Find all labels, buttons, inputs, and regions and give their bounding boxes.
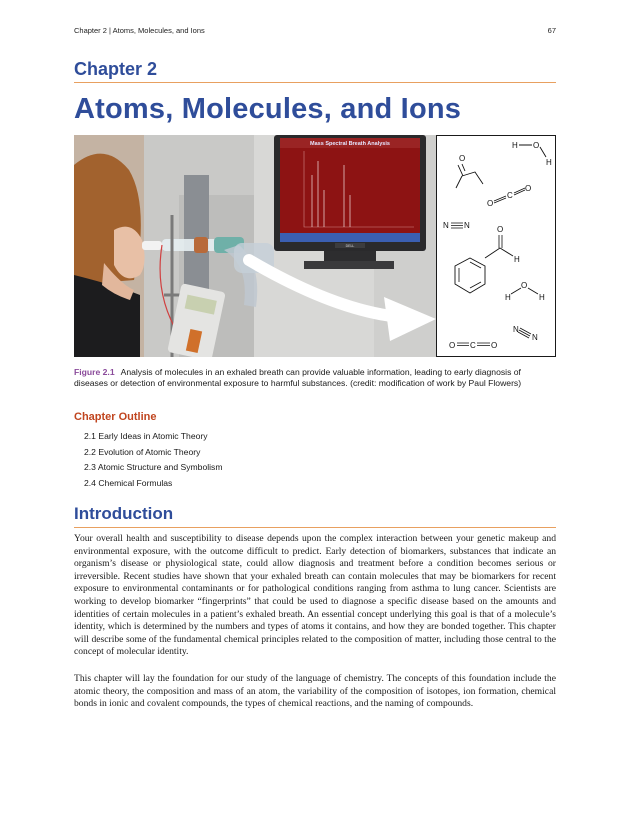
monitor-title: Mass Spectral Breath Analysis <box>310 141 390 147</box>
water-top-h2: H <box>546 158 552 167</box>
page-number: 67 <box>547 26 556 35</box>
outline-item-2-3[interactable]: 2.3 Atomic Structure and Symbolism <box>84 462 223 473</box>
running-head-title: Chapter 2 | Atoms, Molecules, and Ions <box>74 26 205 35</box>
co2-top-o2: O <box>525 184 532 193</box>
introduction-paragraph-1: Your overall health and susceptibility to disease depends upon the complex interaction between your genetic makeup and environmental exposure, with the outcome difficult to predict. Early detection of biomarkers, substances that indicate an organism’s disease or physiological state, could allow diagnosis and treatment before a condition becomes serious or irreversible. Recent studies have shown that your exhaled breath can contain molecules that may be biomarkers for recent exposure to environmental contaminants or for pathological conditions ranging from asthma to lung cancer. Scientists are working to develop biomarker “fingerprints” that could be used to diagnose a specific disease based on the amounts and identities of certain molecules in a patient’s exhaled breath. An essential concept underlying this goal is that of a molecule’s identity, which is determined by the numbers and types of atoms it contains, and how they are bonded together. This chapter will describe some of the fundamental chemical principles related to the composition of matter, including those central to the concept of molecular identity. <box>74 533 556 658</box>
co2-bottom-o1: O <box>449 341 456 350</box>
water-mid-h1: H <box>505 293 511 302</box>
figure-photo <box>74 135 437 357</box>
introduction-heading: Introduction <box>74 504 174 523</box>
introduction-paragraph-2: This chapter will lay the foundation for our study of the language of chemistry. The concepts of this foundation include the atomic theory, the composition and mass of an atom, the variability of the composition of isotopes, ion formation, chemical bonds in ionic and covalent compounds, the types of chemical reactions, and the naming of compounds. <box>74 673 556 710</box>
co2-bottom-c: C <box>470 341 476 350</box>
outline-item-2-1[interactable]: 2.1 Early Ideas in Atomic Theory <box>84 431 208 441</box>
co2-bottom-o2: O <box>491 341 498 350</box>
chapter-title: Atoms, Molecules, and Ions <box>74 93 462 125</box>
outline-item-2-2[interactable]: 2.2 Evolution of Atomic Theory <box>84 446 201 457</box>
chapter-outline-list <box>84 431 484 494</box>
molecule-structures-panel <box>436 135 556 357</box>
chapter-outline-heading: Chapter Outline <box>74 411 157 423</box>
chapter-label: Chapter 2 <box>74 59 158 79</box>
monitor-brand: DELL <box>345 244 355 248</box>
water-mid-o: O <box>521 281 528 290</box>
outline-item-2-4[interactable]: 2.4 Chemical Formulas <box>84 478 173 489</box>
molecule-diagrams <box>437 136 555 356</box>
nitrogen-bottom-n1: N <box>513 325 519 334</box>
introduction-rule <box>74 527 556 528</box>
chapter-rule <box>74 82 556 83</box>
running-head <box>74 26 556 38</box>
aldehyde-hydrogen-label: H <box>514 255 520 264</box>
water-mid-h2: H <box>539 293 545 302</box>
nitrogen-left-n2: N <box>464 221 470 230</box>
figure-number: Figure 2.1 <box>74 367 115 377</box>
nitrogen-bottom-n2: N <box>532 333 538 342</box>
water-top-h1: H <box>512 141 518 150</box>
co2-top-o1: O <box>487 199 494 208</box>
nitrogen-left-n1: N <box>443 221 449 230</box>
water-top-o: O <box>533 141 540 150</box>
figure-caption <box>74 367 556 389</box>
co2-top-c: C <box>507 191 513 200</box>
aldehyde-oxygen-label: O <box>497 225 504 234</box>
figure-caption-text: Analysis of molecules in an exhaled breath can provide valuable information, leading to early diagnosis of diseases or detection of environmental exposure to harmful substances. (credit: modification of work by Paul Flowers) <box>74 367 522 389</box>
breath-analysis-photo <box>74 135 437 357</box>
figure-2-1 <box>74 135 556 357</box>
ketone-oxygen-label: O <box>459 154 466 163</box>
